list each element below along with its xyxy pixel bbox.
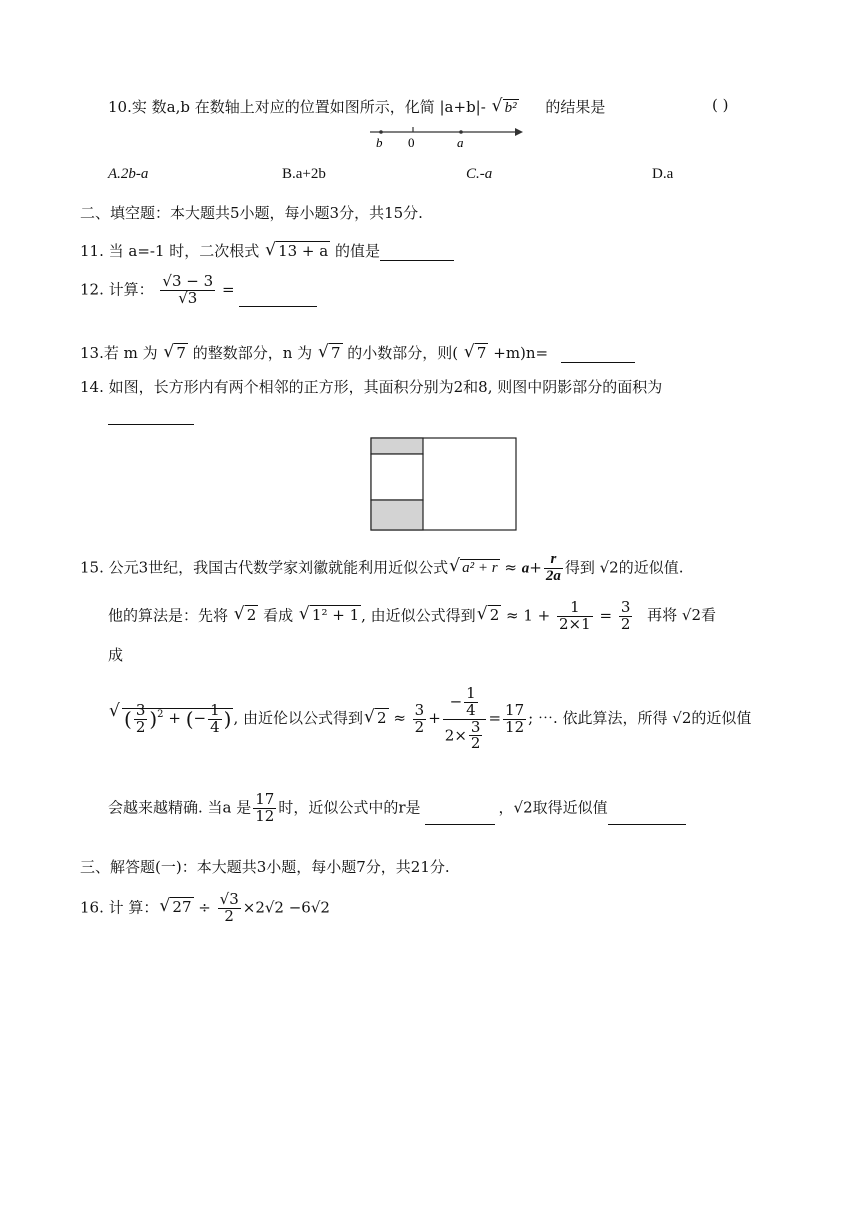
fraction: $\frac{3}{2}$ xyxy=(135,700,146,736)
axis-b-label: b xyxy=(376,135,383,150)
option-a: A.2b-a xyxy=(108,166,149,182)
answer-blank xyxy=(380,260,454,261)
option-d: D.a xyxy=(652,166,674,182)
fraction: $\frac{√3 - 3}{√3}$ xyxy=(162,272,214,307)
answer-blank xyxy=(239,306,317,307)
radical: √ 2 xyxy=(365,709,389,727)
option-b: B.a+2b xyxy=(282,166,326,182)
radical: √ 13 + a xyxy=(266,242,330,260)
q12: 12. 计算： $\frac{√3 - 3}{√3}$ = xyxy=(80,274,317,307)
section-heading-3: 三、解答题(一)：本大题共3小题，每小题7分，共21分. xyxy=(80,858,450,876)
shaded-region-top xyxy=(371,438,423,454)
fraction: $\frac{17}{12}$ xyxy=(505,700,525,736)
rectangle-figure xyxy=(368,436,520,534)
radical: √ 2 xyxy=(235,606,259,624)
fraction: $\frac{1}{4}$ xyxy=(466,684,476,719)
section-heading-2: 二、填空题：本大题共5小题，每小题3分，共15分. xyxy=(80,204,423,222)
radical: √ 27 xyxy=(160,898,193,916)
q15-line3: 成 xyxy=(108,646,124,664)
number-line xyxy=(365,122,525,152)
fraction: $\frac{3}{2}$ xyxy=(470,717,481,753)
axis-a-label: a xyxy=(457,135,464,150)
q15-line2: 他的算法是：先将 √ 2 看成 √ 1² + 1 , 由近似公式得到√ 2 ≈ 1 + $\frac{1}{2\times 1}$ = $\frac{3}{2}$ 再将 √2看 xyxy=(108,600,716,633)
radical: √ 7 xyxy=(319,344,343,362)
answer-blank xyxy=(108,424,194,425)
q11: 11. 当 a=-1 时，二次根式 √ 13 + a 的值是 xyxy=(80,240,454,261)
fraction: $\frac{√3}{2}$ xyxy=(219,890,239,925)
answer-blank xyxy=(561,362,635,363)
q14: 14. 如图，长方形内有两个相邻的正方形，其面积分别为2和8, 则图中阴影部分的面积为 xyxy=(80,378,663,396)
fraction: $\frac{3}{2}$ xyxy=(620,598,631,633)
fraction: $\frac{1}{4}$ xyxy=(210,700,220,736)
axis-zero-label: 0 xyxy=(408,135,415,150)
nested-fraction: − $\frac{1}{4}$ 2× $\frac{3}{2}$ xyxy=(443,686,487,752)
q15-line1: 15. 公元3世纪，我国古代数学家刘徽就能利用近似公式√ a² + r ≈ a+ $\frac{r}{2a}$ 得到 √2的近似值. xyxy=(80,552,684,585)
fraction: $\frac{r}{2a}$ xyxy=(545,551,561,584)
answer-blank xyxy=(425,824,495,825)
answer-blank xyxy=(608,824,686,825)
q10-stem: 10.实 数a,b 在数轴上对应的位置如图所示，化简 |a+b|- √ b² 的结果是 xyxy=(108,96,605,117)
option-c: C.-a xyxy=(466,166,493,182)
q15-line4: √ ( $\frac{3}{2}$ )$^2$ + (− $\frac{1}{4}$ ) , 由近伦以公式得到√ 2 ≈ $\frac{3}{2}$ + − $\frac{1}{4}$ 2× $\frac{3}{2}$ = $\frac{17}{12}$ ; ⋯. 依此算法，所得 √2的近似值 xyxy=(108,686,751,752)
fraction: $\frac{3}{2}$ xyxy=(414,700,425,736)
radical: √ a² + r xyxy=(450,558,499,577)
radical: √ b² xyxy=(493,98,519,117)
radical: √ ( $\frac{3}{2}$ )$^2$ + (− $\frac{1}{4}$ ) xyxy=(110,703,233,736)
radical: √ 1² + 1 xyxy=(300,606,361,624)
radical: √ 2 xyxy=(478,606,502,624)
radical: √ 7 xyxy=(164,344,188,362)
fraction: $\frac{1}{2\times 1}$ xyxy=(559,598,591,633)
q13: 13.若 m 为 √ 7 的整数部分，n 为 √ 7 的小数部分，则( √ 7 +m)n= xyxy=(80,342,635,363)
radical: √ 7 xyxy=(465,344,489,362)
fraction: $\frac{17}{12}$ xyxy=(255,790,275,825)
q15-line5: 会越来越精确. 当a 是 $\frac{17}{12}$ 时，近似公式中的r是 ，√2取得近似值 xyxy=(108,792,686,825)
answer-paren: ( ) xyxy=(712,96,729,114)
q16: 16. 计 算：√ 27 ÷ $\frac{√3}{2}$ ×2√2 −6√2 xyxy=(80,892,330,925)
shaded-region-bottom xyxy=(371,500,423,530)
